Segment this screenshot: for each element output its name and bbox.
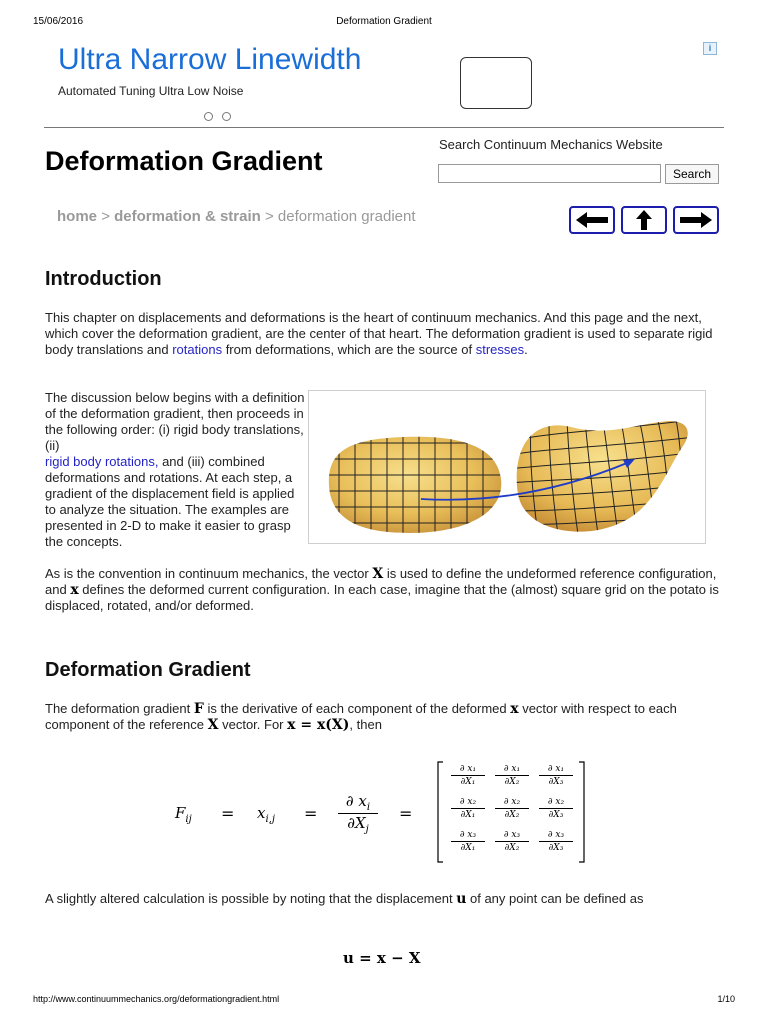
eq-equals: = — [304, 804, 318, 823]
tensor-F: F — [193, 701, 204, 717]
text: of any point can be defined as — [466, 891, 644, 906]
ad-subtitle: Automated Tuning Ultra Low Noise — [58, 84, 244, 98]
defgrad-paragraph-2 — [45, 891, 725, 907]
fraction-bar — [451, 841, 485, 842]
text: vector with respect to each component of the reference — [45, 701, 677, 732]
deformation-gradient-equation — [170, 760, 610, 864]
cell-denominator: ∂X₁ — [460, 843, 476, 853]
text: The deformation gradient — [45, 701, 194, 716]
fraction-bar — [539, 775, 573, 776]
cell-numerator: ∂ x₂ — [459, 797, 477, 807]
text: defines the deformed current configuration. In each case, imagine that the (almost) square grid on the potato is displaced, rotated, and/or deformed. — [45, 582, 719, 613]
eq-subscript: j — [365, 824, 369, 835]
potato-grid-illustration — [309, 391, 705, 543]
defgrad-paragraph-1 — [45, 701, 725, 733]
fraction-bar — [495, 808, 529, 809]
matrix-cell — [535, 797, 577, 820]
cell-denominator: ∂X₂ — [504, 810, 520, 820]
matrix-cell — [491, 764, 533, 787]
fraction-bar — [495, 775, 529, 776]
breadcrumb-separator: > — [264, 208, 274, 225]
arrow-left-icon — [571, 208, 613, 232]
stresses-link[interactable]: stresses — [475, 342, 525, 357]
intro-paragraph-1 — [45, 310, 725, 358]
rotations-link[interactable]: rotations — [172, 342, 223, 357]
eq-symbol: F — [175, 804, 186, 822]
cell-numerator: ∂ x₂ — [503, 797, 521, 807]
vector-x: x — [70, 582, 79, 598]
cell-numerator: ∂ x₃ — [459, 830, 477, 840]
cell-numerator: ∂ x₁ — [459, 764, 477, 774]
deformation-gradient-heading: Deformation Gradient — [45, 659, 251, 681]
breadcrumb — [57, 208, 416, 225]
cell-numerator: ∂ x₃ — [547, 830, 565, 840]
text: A slightly altered calculation is possible by noting that the displacement — [45, 891, 457, 906]
matrix-cell — [447, 797, 489, 820]
cell-denominator: ∂X₃ — [548, 843, 564, 853]
page-title: Deformation Gradient — [45, 146, 323, 176]
search-button[interactable]: Search — [665, 164, 719, 184]
cell-denominator: ∂X₁ — [460, 777, 476, 787]
displacement-equation: u = x − X — [343, 949, 421, 967]
matrix-cell — [491, 830, 533, 853]
cell-numerator: ∂ x₂ — [547, 797, 565, 807]
fraction-bar — [451, 808, 485, 809]
print-date: 15/06/2016 — [33, 16, 84, 27]
print-title: Deformation Gradient — [336, 16, 432, 27]
eq-subscript: i,j — [265, 814, 275, 825]
intro-paragraph-3 — [45, 566, 725, 614]
text: vector. For — [218, 717, 288, 732]
matrix-cell — [535, 830, 577, 853]
text: is the derivative of each component of the deformed — [203, 701, 511, 716]
matrix-cell — [535, 764, 577, 787]
breadcrumb-home[interactable]: home — [57, 208, 98, 225]
fraction-bar — [451, 775, 485, 776]
text: is used to define the undeformed reference configuration, and — [45, 566, 717, 597]
rigid-body-rotations-link[interactable]: rigid body rotations, — [45, 454, 159, 469]
deformation-gradient-matrix — [435, 760, 587, 864]
vector-x: x — [510, 701, 519, 717]
up-page-button[interactable] — [621, 206, 667, 234]
arrow-up-icon — [623, 208, 665, 232]
next-page-button[interactable] — [673, 206, 719, 234]
carousel-dot[interactable] — [204, 112, 213, 121]
cell-numerator: ∂ x₃ — [503, 830, 521, 840]
eq-fraction — [338, 792, 378, 835]
vector-X: X — [372, 566, 384, 582]
fraction-bar — [539, 808, 573, 809]
cell-denominator: ∂X₃ — [548, 777, 564, 787]
matrix-cell — [447, 764, 489, 787]
cell-denominator: ∂X₁ — [460, 810, 476, 820]
arrow-right-icon — [675, 208, 717, 232]
eq-mid — [257, 804, 275, 825]
potato-deformation-figure — [308, 390, 706, 544]
text: As is the convention in continuum mechanics, the vector — [45, 566, 373, 581]
ad-carousel-dots[interactable] — [204, 108, 240, 126]
frac-denominator — [338, 814, 378, 835]
eq-symbol: ∂X — [347, 814, 366, 832]
search-input[interactable] — [438, 164, 661, 183]
vector-X: X — [207, 717, 219, 733]
fraction-bar — [539, 841, 573, 842]
matrix-cell — [447, 830, 489, 853]
eq-lhs — [175, 804, 192, 825]
previous-page-button[interactable] — [569, 206, 615, 234]
ad-image-placeholder[interactable] — [460, 57, 532, 109]
breadcrumb-current: deformation gradient — [277, 208, 416, 225]
eq-subscript: i — [366, 802, 371, 813]
ad-title[interactable]: Ultra Narrow Linewidth — [58, 43, 362, 76]
carousel-dot[interactable] — [222, 112, 231, 121]
intro-paragraph-2 — [45, 390, 307, 550]
ad-banner[interactable] — [44, 40, 724, 128]
eq-subscript: ij — [185, 814, 192, 825]
eq-equals: = — [221, 804, 235, 823]
text: . — [524, 342, 528, 357]
breadcrumb-section[interactable]: deformation & strain — [114, 208, 261, 225]
intro-heading: Introduction — [45, 268, 162, 290]
fraction-bar — [495, 841, 529, 842]
matrix-cell — [491, 797, 533, 820]
cell-denominator: ∂X₂ — [504, 843, 520, 853]
eq-symbol: x — [257, 804, 266, 822]
cell-numerator: ∂ x₁ — [503, 764, 521, 774]
search-label: Search Continuum Mechanics Website — [439, 137, 663, 152]
text: and (iii) combined deformations and rotations. At each step, a gradient of the displacement field is applied to analyze the situation. The examples are presented in 2-D to make it easier to grasp the concepts. — [45, 454, 295, 549]
text: The discussion below begins with a definition of the deformation gradient, then proceeds in the following order: (i) rigid body translations, (ii) — [45, 390, 305, 453]
inline-equation: x = x(X) — [287, 717, 350, 733]
eq-symbol: ∂ x — [345, 792, 367, 810]
eq-equals: = — [399, 804, 413, 823]
print-url: http://www.continuummechanics.org/deformationgradient.html — [33, 994, 280, 1004]
print-page-number: 1/10 — [717, 994, 735, 1004]
cell-denominator: ∂X₃ — [548, 810, 564, 820]
vector-u: u — [456, 891, 467, 907]
ad-info-icon[interactable]: i — [703, 42, 717, 55]
breadcrumb-separator: > — [101, 208, 110, 225]
frac-numerator — [338, 792, 378, 813]
cell-numerator: ∂ x₁ — [547, 764, 565, 774]
text: This chapter on displacements and deformations is the heart of continuum mechanics. And this page and the next, which cover the deformation gradient, are the center of that heart. The deformation gradient is used to separate rigid body translations and — [45, 310, 713, 357]
text: from deformations, which are the source of — [222, 342, 476, 357]
cell-denominator: ∂X₂ — [504, 777, 520, 787]
text: , then — [349, 717, 382, 732]
